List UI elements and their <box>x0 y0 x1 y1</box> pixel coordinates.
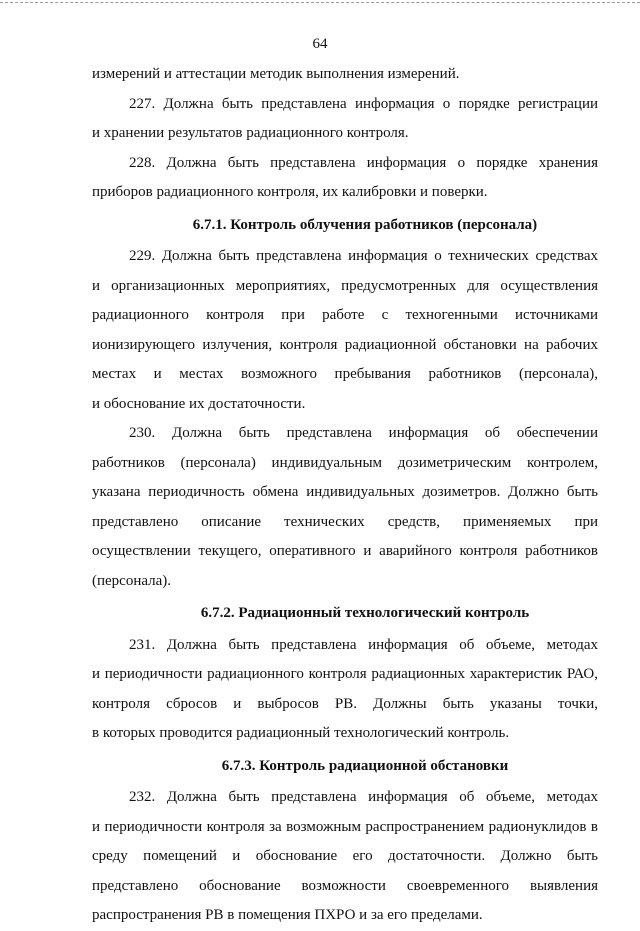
text-line: распространения РВ в помещения ПХРО и за его пределами. <box>92 907 483 923</box>
text-line: 228. Должна быть представлена информация о порядке хранения <box>129 154 598 171</box>
page-number: 64 <box>312 36 328 52</box>
text-line: и организационных мероприятиях, предусмотренных для осуществления <box>92 277 598 294</box>
text-line: работников (персонала) индивидуальным дозиметрическим контролем, <box>92 454 598 471</box>
text-line: указана периодичность обмена индивидуальных дозиметров. Должно быть <box>92 484 598 500</box>
paragraph-228 <box>92 149 598 208</box>
text-line: представлено описание технических средств, применяемых при <box>92 513 598 530</box>
text-line: представлено обоснование возможности своевременного выявления <box>92 877 598 894</box>
text-line: приборов радиационного контроля, их калибровки и поверки. <box>92 184 488 200</box>
paragraph-230 <box>92 419 598 596</box>
paragraph-232 <box>92 783 598 931</box>
text-line: 229. Должна быть представлена информация о технических средствах <box>129 248 598 264</box>
text-line: 230. Должна быть представлена информация об обеспечении <box>129 425 598 441</box>
text-line: и хранении результатов радиационного контроля. <box>92 125 409 141</box>
text-line: ионизирующего излучения, контроля радиационной обстановки на рабочих <box>92 336 598 353</box>
paragraph-229 <box>92 242 598 419</box>
text-line: измерений и аттестации методик выполнения измерений. <box>92 66 460 82</box>
paragraph-227 <box>92 90 598 149</box>
page-top-edge <box>0 2 640 3</box>
paragraph-continuation <box>92 60 598 90</box>
document-body <box>92 60 598 931</box>
text-line: 232. Должна быть представлена информация об объеме, методах <box>129 789 598 805</box>
text-line: и периодичности контроля за возможным распространением радионуклидов в <box>92 818 598 835</box>
section-heading-6-7-2: 6.7.2. Радиационный технологический контроль <box>200 605 530 621</box>
text-line: и периодичности радиационного контроля радиационных характеристик РАО, <box>92 666 598 682</box>
paragraph-231 <box>92 631 598 749</box>
text-line: контроля сбросов и выбросов РВ. Должны быть указаны точки, <box>92 695 598 712</box>
text-line: и обоснование их достаточности. <box>92 395 306 412</box>
text-line: радиационного контроля при работе с техногенными источниками <box>92 307 598 323</box>
text-line: местах и местах возможного пребывания работников (персонала), <box>92 366 598 382</box>
text-line: среду помещений и обоснование его достаточности. Должно быть <box>92 848 598 864</box>
text-line: 231. Должна быть представлена информация об объеме, методах <box>129 636 598 653</box>
text-line: осуществлении текущего, оперативного и аварийного контроля работников <box>92 543 598 559</box>
text-line: 227. Должна быть представлена информация о порядке регистрации <box>129 95 598 112</box>
text-line: в которых проводится радиационный технологический контроль. <box>92 725 510 741</box>
section-heading-6-7-3: 6.7.3. Контроль радиационной обстановки <box>221 757 509 774</box>
section-heading-6-7-1: 6.7.1. Контроль облучения работников (персонала) <box>192 216 538 233</box>
text-line: (персонала). <box>92 572 172 589</box>
